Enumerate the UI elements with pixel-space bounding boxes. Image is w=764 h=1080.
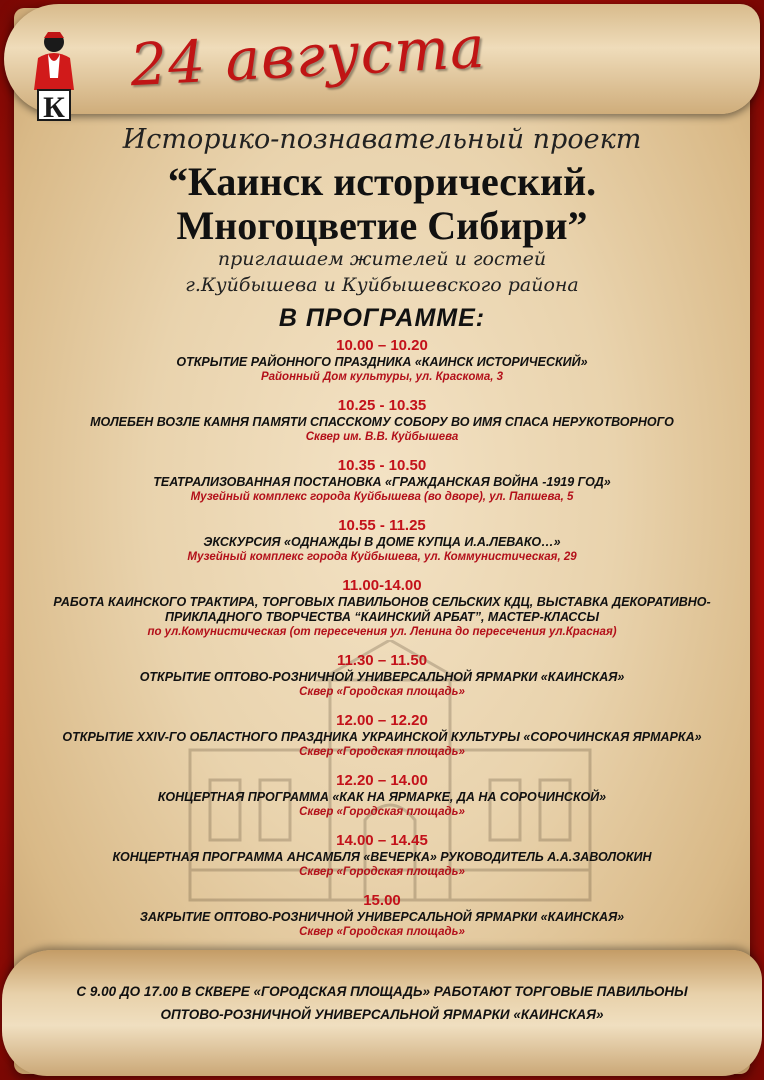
schedule-place: Музейный комплекс города Куйбышева (во дворе), ул. Папшева, 5 (190, 491, 574, 503)
schedule-title: РАБОТА КАИНСКОГО ТРАКТИРА, ТОРГОВЫХ ПАВИЛЬОНОВ СЕЛЬСКИХ КДЦ, ВЫСТАВКА ДЕКОРАТИВНО-ПРИКЛАДНОГО ТВОРЧЕСТВА “КАИНСКИЙ АРБАТ”, МАСТЕР-КЛАССЫ (53, 595, 711, 624)
schedule-title: ЭКСКУРСИЯ «ОДНАЖДЫ В ДОМЕ КУПЦА И.А.ЛЕВАКО…» (203, 535, 561, 549)
schedule-title: ТЕАТРАЛИЗОВАННАЯ ПОСТАНОВКА «ГРАЖДАНСКАЯ ВОЙНА -1919 ГОД» (153, 475, 611, 489)
schedule-item (30, 336, 734, 385)
schedule-place: Сквер «Городская площадь» (299, 686, 465, 698)
schedule-time: 11.00-14.00 (342, 577, 422, 594)
schedule-title: ОТКРЫТИЕ ОПТОВО-РОЗНИЧНОЙ УНИВЕРСАЛЬНОЙ ЯРМАРКИ «КАИНСКАЯ» (139, 670, 625, 684)
project-title-line-2: Многоцветие Сибири” (176, 203, 588, 248)
program-heading: В ПРОГРАММЕ: (278, 304, 486, 332)
schedule-item (30, 456, 734, 505)
schedule-item (30, 576, 734, 640)
schedule-item (30, 831, 734, 880)
schedule-time: 15.00 (363, 892, 401, 909)
schedule-time: 12.20 – 14.00 (336, 772, 428, 789)
invitation-line-2: г.Куйбышева и Куйбышевского района (185, 274, 579, 296)
schedule-place: по ул.Комунистическая (от пересечения ул. Ленина до пересечения ул.Красная) (147, 626, 617, 638)
schedule-title: ЗАКРЫТИЕ ОПТОВО-РОЗНИЧНОЙ УНИВЕРСАЛЬНОЙ ЯРМАРКИ «КАИНСКАЯ» (139, 910, 625, 924)
schedule-time: 10.00 – 10.20 (336, 337, 428, 354)
schedule-item (30, 711, 734, 760)
schedule-item (30, 771, 734, 820)
project-title-line-1: “Каинск исторический. (167, 159, 597, 204)
event-date: 24 августа (128, 12, 488, 100)
kainsk-merchant-logo-icon (24, 28, 84, 124)
project-subtitle: Историко-познавательный проект (122, 124, 642, 155)
schedule-time: 12.00 – 12.20 (336, 712, 428, 729)
schedule-title: ОТКРЫТИЕ РАЙОННОГО ПРАЗДНИКА «КАИНСК ИСТОРИЧЕСКИЙ» (176, 355, 588, 369)
schedule-place: Сквер «Городская площадь» (299, 746, 465, 758)
schedule-item (30, 396, 734, 445)
schedule-title: КОНЦЕРТНАЯ ПРОГРАММА «КАК НА ЯРМАРКЕ, ДА НА СОРОЧИНСКОЙ» (157, 790, 607, 804)
project-title (0, 160, 764, 248)
schedule-time: 10.35 - 10.50 (337, 457, 427, 474)
schedule-place: Сквер «Городская площадь» (299, 866, 465, 878)
schedule-title: КОНЦЕРТНАЯ ПРОГРАММА АНСАМБЛЯ «ВЕЧЕРКА» РУКОВОДИТЕЛЬ А.А.ЗАВОЛОКИН (112, 850, 652, 864)
schedule-time: 10.55 - 11.25 (338, 517, 426, 534)
schedule-item (30, 651, 734, 700)
schedule-time: 10.25 - 10.35 (337, 397, 427, 414)
schedule-place: Сквер «Городская площадь» (299, 806, 465, 818)
program-schedule (30, 336, 734, 951)
schedule-place: Сквер «Городская площадь» (299, 926, 465, 938)
schedule-item (30, 891, 734, 940)
schedule-place: Сквер им. В.В. Куйбышева (305, 431, 459, 443)
invitation-line-1: приглашаем жителей и гостей (217, 248, 547, 270)
logo-letter: К (43, 91, 65, 124)
schedule-place: Музейный комплекс города Куйбышева, ул. Коммунистическая, 29 (187, 551, 577, 563)
schedule-time: 14.00 – 14.45 (336, 832, 428, 849)
footer-line-1: С 9.00 ДО 17.00 В СКВЕРЕ «ГОРОДСКАЯ ПЛОЩАДЬ» РАБОТАЮТ ТОРГОВЫЕ ПАВИЛЬОНЫ (76, 984, 688, 999)
schedule-item (30, 516, 734, 565)
schedule-place: Районный Дом культуры, ул. Краскома, 3 (260, 371, 504, 383)
footer-line-2: ОПТОВО-РОЗНИЧНОЙ УНИВЕРСАЛЬНОЙ ЯРМАРКИ «КАИНСКАЯ» (160, 1007, 604, 1022)
invitation-text (0, 246, 764, 298)
footer-notice (0, 980, 764, 1026)
schedule-title: ОТКРЫТИЕ XXIV-ГО ОБЛАСТНОГО ПРАЗДНИКА УКРАИНСКОЙ КУЛЬТУРЫ «СОРОЧИНСКАЯ ЯРМАРКА» (62, 730, 702, 744)
schedule-title: МОЛЕБЕН ВОЗЛЕ КАМНЯ ПАМЯТИ СПАССКОМУ СОБОРУ ВО ИМЯ СПАСА НЕРУКОТВОРНОГО (90, 415, 674, 429)
schedule-time: 11.30 – 11.50 (336, 652, 428, 669)
